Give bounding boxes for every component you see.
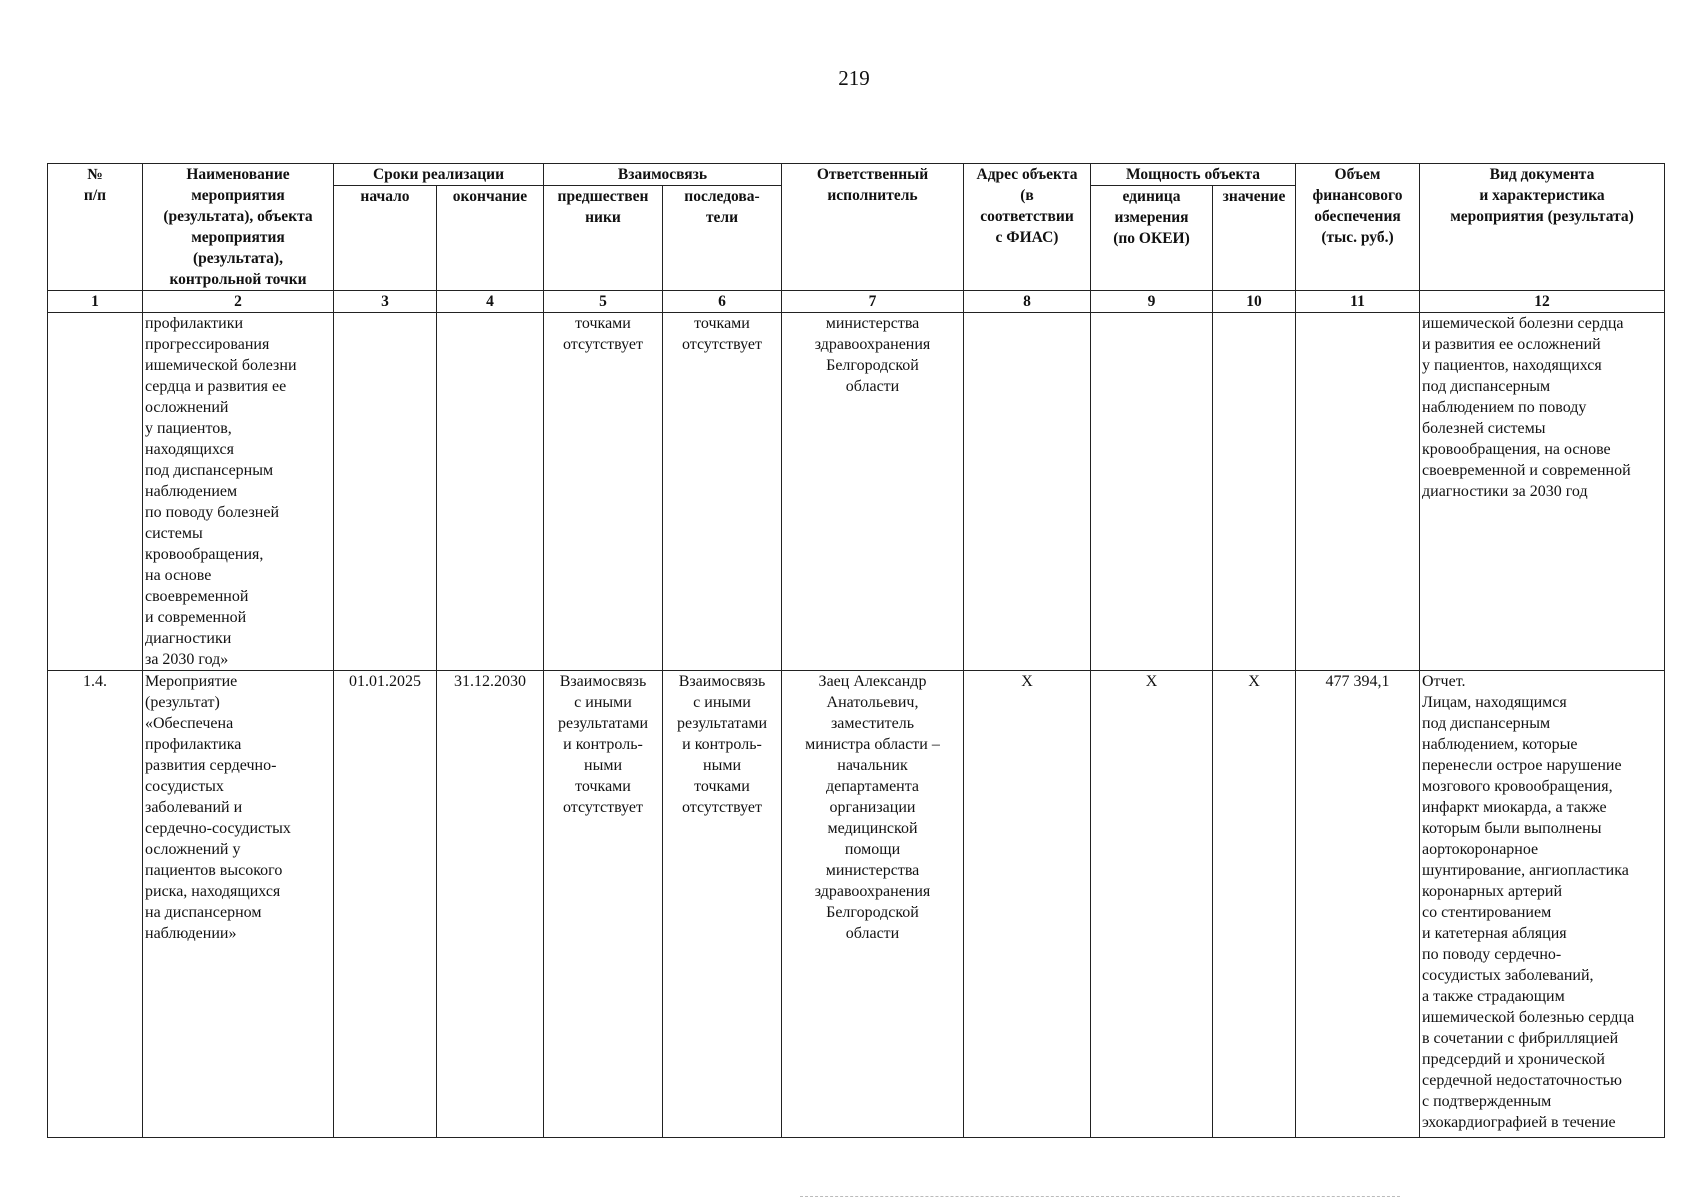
column-number: 11 xyxy=(1296,291,1420,313)
table-row xyxy=(48,313,1665,671)
row-responsible: Заец Александр Анатольевич, заместитель министра области – начальник департамента организации медицинской помощи министерства здравоохранения Белгородской области xyxy=(782,671,964,1138)
row-address: Х xyxy=(964,671,1091,1138)
row-predecessors: Взаимосвязь с иными результатами и контроль- ными точками отсутствует xyxy=(544,671,663,1138)
row-address xyxy=(964,313,1091,671)
column-number: 3 xyxy=(334,291,437,313)
header-predecessors: предшествен ники xyxy=(544,186,663,291)
row-start: 01.01.2025 xyxy=(334,671,437,1138)
row-end xyxy=(437,313,544,671)
column-number: 10 xyxy=(1213,291,1296,313)
row-number: 1.4. xyxy=(48,671,143,1138)
row-start xyxy=(334,313,437,671)
header-links-group: Взаимосвязь xyxy=(544,164,782,186)
column-number: 6 xyxy=(663,291,782,313)
scan-artifact-line xyxy=(800,1196,1400,1199)
header-capacity-group: Мощность объекта xyxy=(1091,164,1296,186)
row-value: Х xyxy=(1213,671,1296,1138)
header-end: окончание xyxy=(437,186,544,291)
row-document: ишемической болезни сердца и развития ее осложнений у пациентов, находящихся под диспансерным наблюдением по поводу болезней системы кровообращения, на основе своевременной и современной диагностики за 2030 год xyxy=(1420,313,1665,671)
row-unit xyxy=(1091,313,1213,671)
table-row xyxy=(48,671,1665,1138)
header-name: Наименование мероприятия (результата), объекта мероприятия (результата), контрольной точки xyxy=(143,164,334,291)
header-responsible: Ответственный исполнитель xyxy=(782,164,964,291)
row-finance: 477 394,1 xyxy=(1296,671,1420,1138)
row-successors: точками отсутствует xyxy=(663,313,782,671)
page-number: 219 xyxy=(838,66,870,90)
header-unit: единица измерения (по ОКЕИ) xyxy=(1091,186,1213,291)
header-finance: Объем финансового обеспечения (тыс. руб.) xyxy=(1296,164,1420,291)
header-number: № п/п xyxy=(48,164,143,291)
column-number: 8 xyxy=(964,291,1091,313)
row-end: 31.12.2030 xyxy=(437,671,544,1138)
column-number: 12 xyxy=(1420,291,1665,313)
row-responsible: министерства здравоохранения Белгородской области xyxy=(782,313,964,671)
row-finance xyxy=(1296,313,1420,671)
column-number: 4 xyxy=(437,291,544,313)
column-number: 9 xyxy=(1091,291,1213,313)
header-address: Адрес объекта (в соответствии с ФИАС) xyxy=(964,164,1091,291)
column-number: 7 xyxy=(782,291,964,313)
row-document: Отчет. Лицам, находящимся под диспансерным наблюдением, которые перенесли острое нарушение мозгового кровообращения, инфаркт миокарда, а также которым были выполнены аортокоронарное шунтирование, ангиопластика коронарных артерий со стентированием и катетерная абляция по поводу сердечно- сосудистых заболеваний, а также страдающим ишемической болезнью сердца в сочетании с фибрилляцией предсердий и хронической сердечной недостаточностью с подтвержденным эхокардиографией в течение xyxy=(1420,671,1665,1138)
row-successors: Взаимосвязь с иными результатами и контроль- ными точками отсутствует xyxy=(663,671,782,1138)
row-name: Мероприятие (результат) «Обеспечена профилактика развития сердечно- сосудистых заболеваний и сердечно-сосудистых осложнений у пациентов высокого риска, находящихся на диспансерном наблюдении» xyxy=(143,671,334,1138)
row-value xyxy=(1213,313,1296,671)
header-successors: последова- тели xyxy=(663,186,782,291)
row-name: профилактики прогрессирования ишемической болезни сердца и развития ее осложнений у пациентов, находящихся под диспансерным наблюдением по поводу болезней системы кровообращения, на основе своевременной и современной диагностики за 2030 год» xyxy=(143,313,334,671)
column-number: 1 xyxy=(48,291,143,313)
row-number xyxy=(48,313,143,671)
header-start: начало xyxy=(334,186,437,291)
header-document: Вид документа и характеристика мероприятия (результата) xyxy=(1420,164,1665,291)
row-unit: Х xyxy=(1091,671,1213,1138)
header-value: значение xyxy=(1213,186,1296,291)
activities-table xyxy=(47,163,1665,1138)
row-predecessors: точками отсутствует xyxy=(544,313,663,671)
column-number: 5 xyxy=(544,291,663,313)
header-dates-group: Сроки реализации xyxy=(334,164,544,186)
column-number: 2 xyxy=(143,291,334,313)
